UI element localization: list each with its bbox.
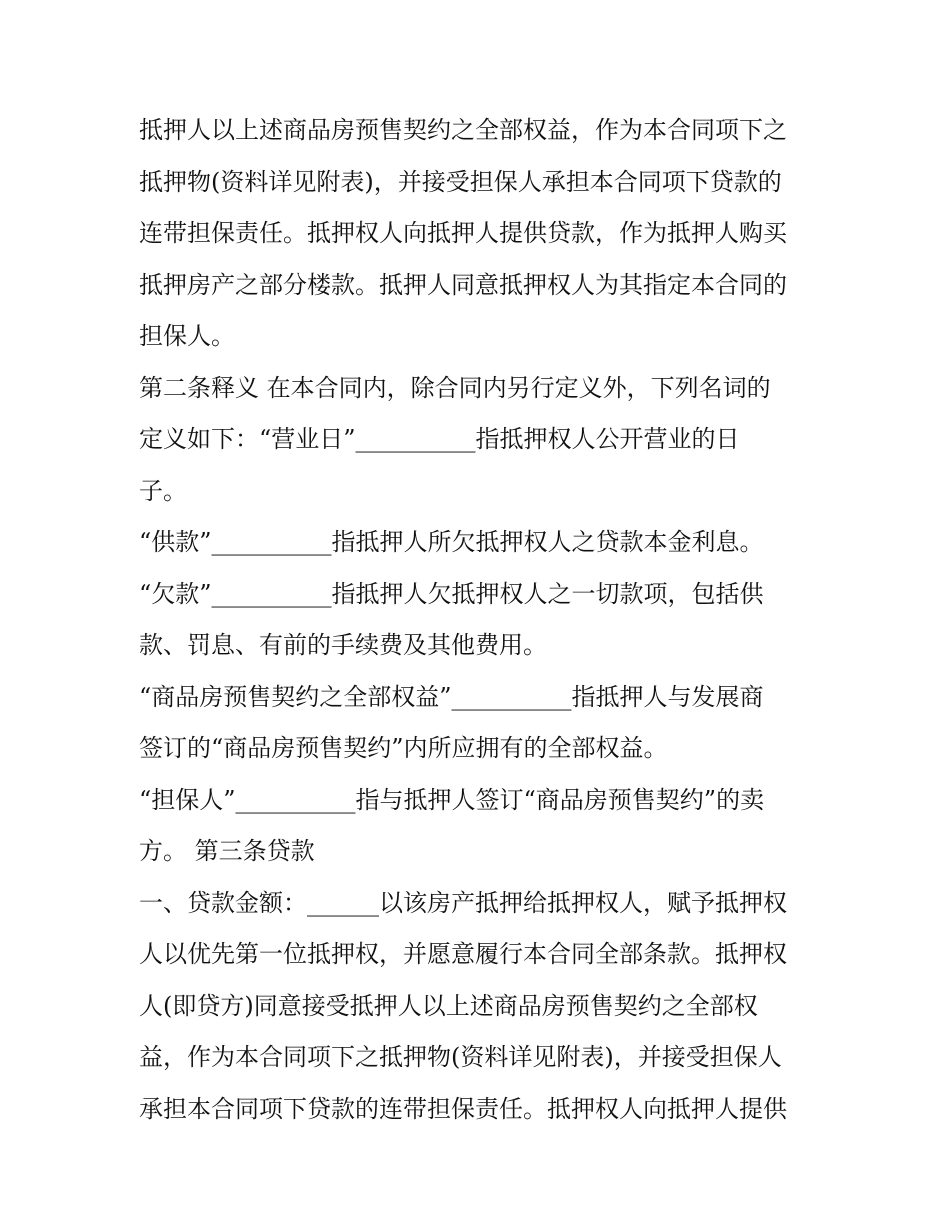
text-line: 一、贷款金额：______以该房产抵押给抵押权人，赋予抵押权 [139, 888, 787, 917]
text-line: 子。 [139, 476, 187, 505]
text-line: 签订的“商品房预售契约”内所应拥有的全部权益。 [139, 734, 668, 762]
text-line: 连带担保责任。抵押权人向抵押人提供贷款，作为抵押人购买 [139, 219, 787, 247]
text-line: 人(即贷方)同意接受抵押人以上述商品房预售契约之全部权 [139, 991, 758, 1020]
text-line: “供款”__________指抵押人所欠抵押权人之贷款本金利息。 [139, 528, 764, 556]
text-line: “欠款”__________指抵押人欠抵押权人之一切款项，包括供 [139, 579, 764, 608]
text-line: 定义如下：“营业日”__________指抵押权人公开营业的日 [139, 425, 740, 453]
text-line: 承担本合同项下贷款的连带担保责任。抵押权人向抵押人提供 [139, 1094, 787, 1123]
text-line: 方。 第三条贷款 [139, 837, 315, 865]
contract-text [139, 108, 829, 1138]
text-line: 人以优先第一位抵押权，并愿意履行本合同全部条款。抵押权 [139, 940, 787, 968]
text-line: 第二条释义 在本合同内，除合同内另行定义外，下列名词的 [139, 373, 771, 402]
text-line: 抵押物(资料详见附表)，并接受担保人承担本合同项下贷款的 [139, 167, 782, 196]
text-line: 抵押房产之部分楼款。抵押人同意抵押权人为其指定本合同的 [139, 270, 787, 299]
text-line: 担保人。 [139, 322, 235, 350]
text-line: “担保人”__________指与抵押人签订“商品房预售契约”的卖 [139, 785, 765, 814]
text-line: 款、罚息、有前的手续费及其他费用。 [139, 631, 547, 659]
text-line: “商品房预售契约之全部权益”__________指抵押人与发展商 [139, 682, 764, 711]
text-line: 益，作为本合同项下之抵押物(资料详见附表)，并接受担保人 [139, 1043, 782, 1071]
text-line: 抵押人以上述商品房预售契约之全部权益，作为本合同项下之 [139, 116, 787, 144]
